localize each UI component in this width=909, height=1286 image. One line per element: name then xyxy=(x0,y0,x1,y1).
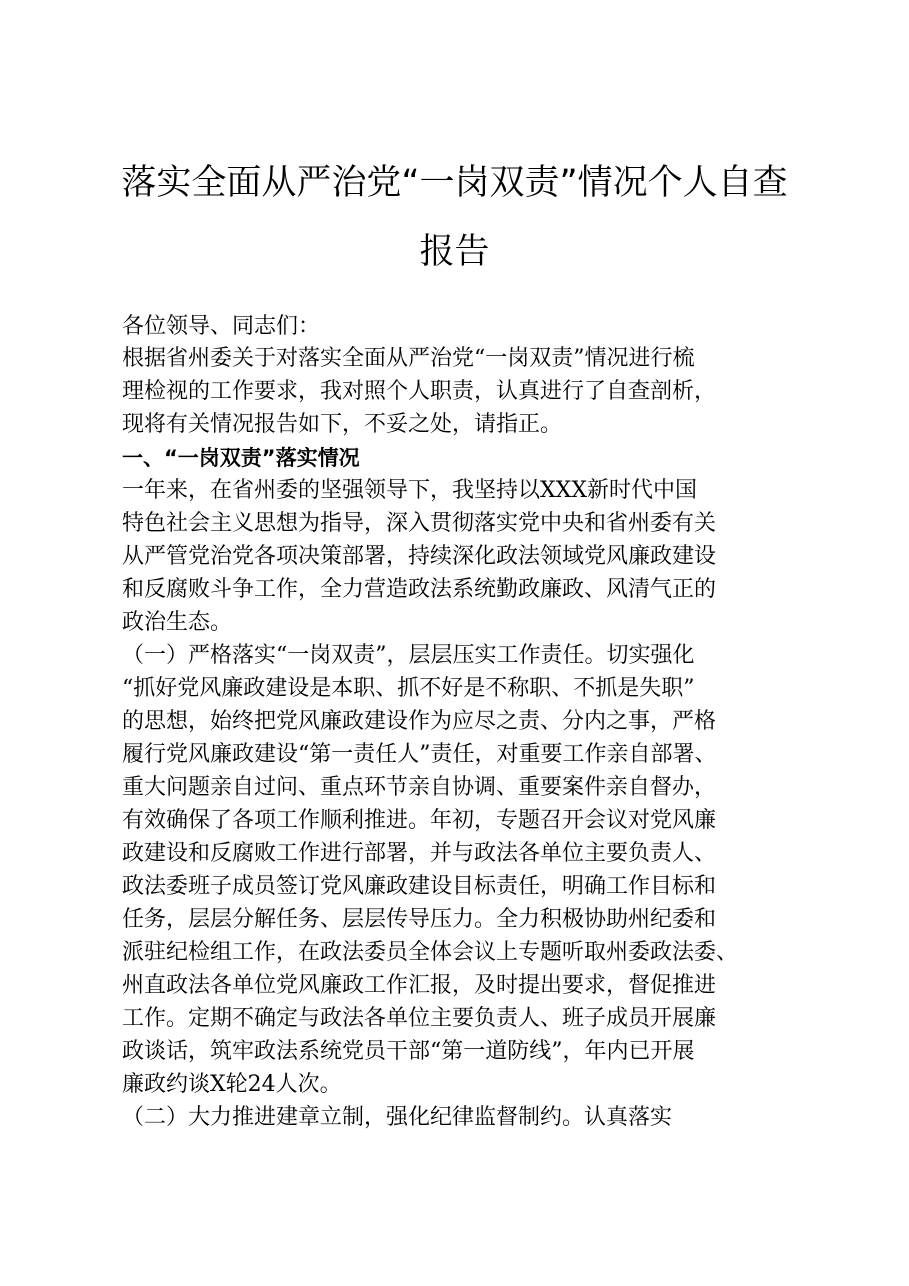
body-line: 根据省州委关于对落实全面从严治党“一岗双责”情况进行梳 xyxy=(122,346,695,371)
body-line: 从严管党治党各项决策部署，持续深化政法领域党风廉政建设 xyxy=(122,544,717,569)
body-line: 派驻纪检组工作，在政法委员全体会议上专题听取州委政法委、 xyxy=(122,940,739,965)
body-line: （一）严格落实“一岗双责”，层层压实工作责任。切实强化 xyxy=(122,643,695,668)
body-line: “抓好党风廉政建设是本职、抓不好是不称职、不抓是失职” xyxy=(122,676,695,701)
body-line: 州直政法各单位党风廉政工作汇报，及时提出要求，督促推进 xyxy=(122,973,717,998)
document-title-line-1: 落实全面从严治党“一岗双责”情况个人自查 xyxy=(121,163,788,203)
body-line: 政建设和反腐败工作进行部署，并与政法各单位主要负责人、 xyxy=(122,841,717,866)
body-line: 一年来，在省州委的坚强领导下，我坚持以XXX新时代中国 xyxy=(122,478,697,503)
body-line: 任务，层层分解任务、层层传导压力。全力积极协助州纪委和 xyxy=(122,907,717,932)
body-line: 工作。定期不确定与政法各单位主要负责人、班子成员开展廉 xyxy=(122,1006,717,1031)
body-line: 现将有关情况报告如下，不妥之处，请指正。 xyxy=(122,412,563,437)
body-line: 廉政约谈X轮24人次。 xyxy=(122,1072,342,1097)
body-line: （二）大力推进建章立制，强化纪律监督制约。认真落实 xyxy=(122,1105,673,1130)
body-line: 有效确保了各项工作顺利推进。年初，专题召开会议对党风廉 xyxy=(122,808,717,833)
body-line: 政治生态。 xyxy=(122,610,233,635)
body-line: 的思想，始终把党风廉政建设作为应尽之责、分内之事，严格 xyxy=(122,709,717,734)
body-line: 履行党风廉政建设“第一责任人”责任，对重要工作亲自部署、 xyxy=(122,742,717,767)
body-line: 理检视的工作要求，我对照个人职责，认真进行了自查剖析， xyxy=(122,379,717,404)
salutation: 各位领导、同志们： xyxy=(122,314,321,339)
body-line: 特色社会主义思想为指导，深入贯彻落实党中央和省州委有关 xyxy=(122,511,717,536)
body-line: 重大问题亲自过问、重点环节亲自协调、重要案件亲自督办， xyxy=(122,775,717,800)
body-line: 和反腐败斗争工作，全力营造政法系统勤政廉政、风清气正的 xyxy=(122,577,717,602)
body-line: 政谈话，筑牢政法系统党员干部“第一道防线”，年内已开展 xyxy=(122,1039,695,1064)
document-title-line-2: 报告 xyxy=(419,232,490,272)
body-line: 政法委班子成员签订党风廉政建设目标责任，明确工作目标和 xyxy=(122,874,717,899)
section-heading: 一、“一岗双责”落实情况 xyxy=(122,446,360,470)
